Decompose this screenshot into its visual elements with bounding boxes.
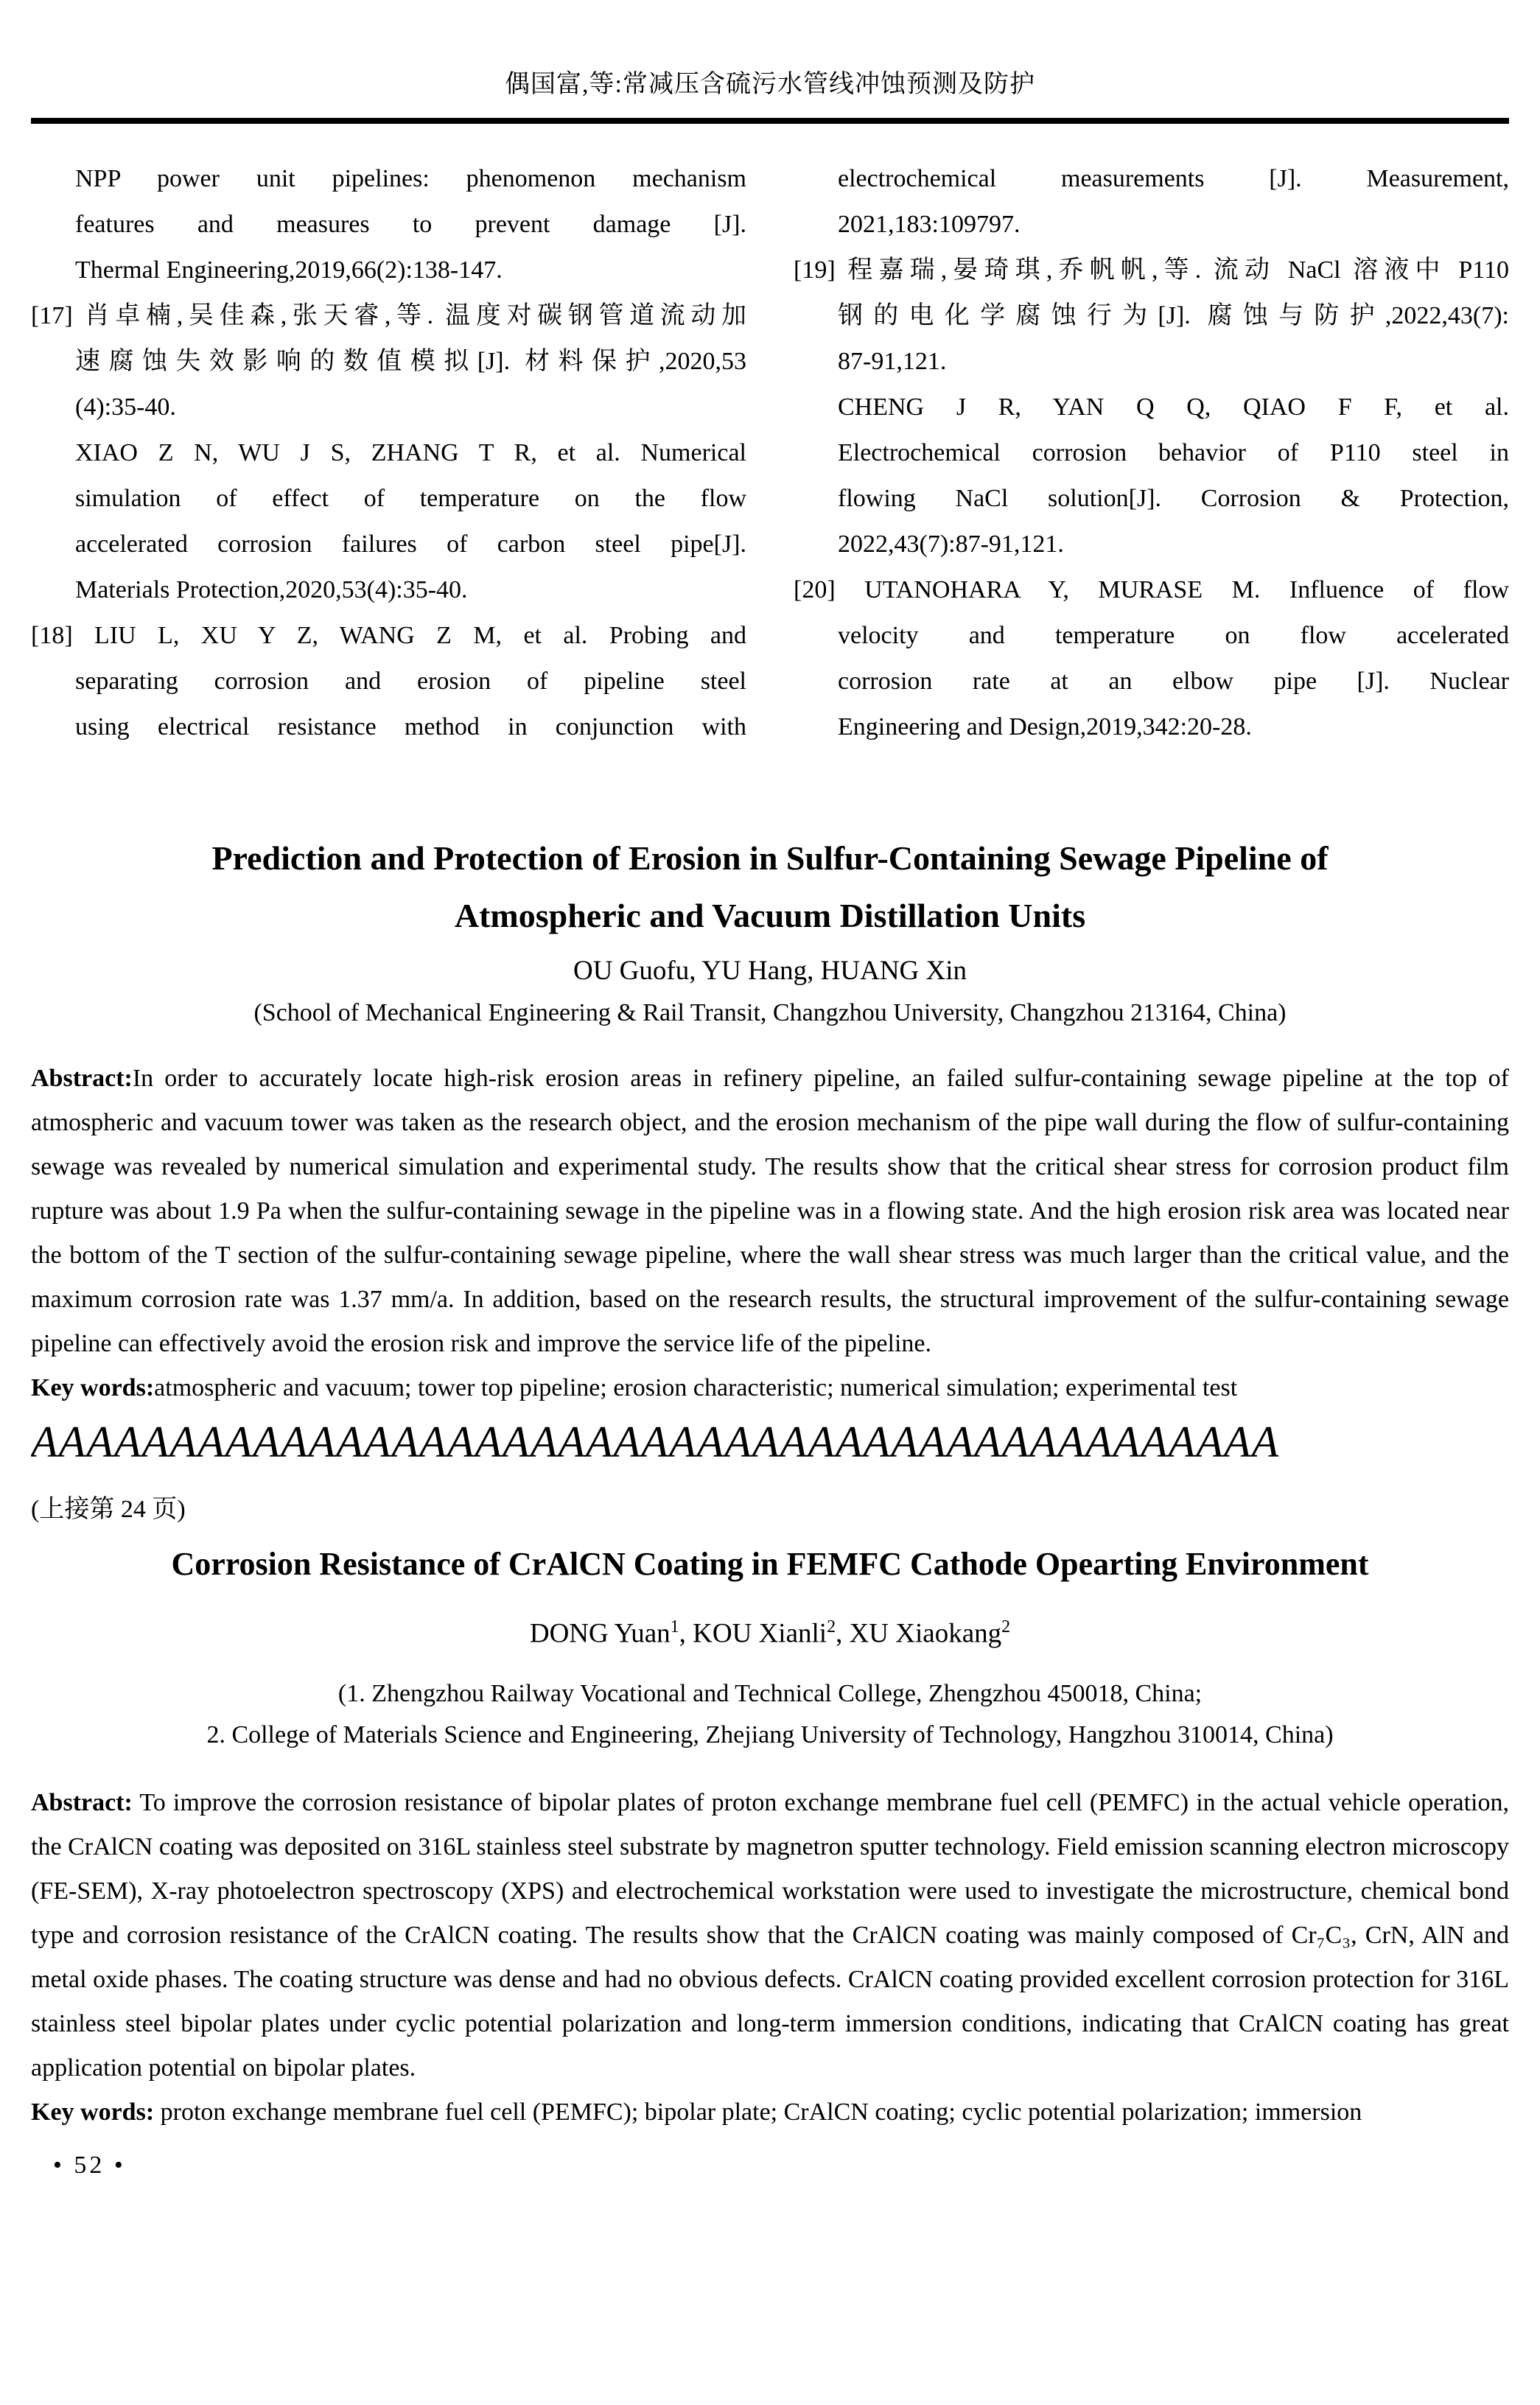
article1-affiliation: (School of Mechanical Engineering & Rail Transit, Changzhou University, Changzhou 213164, China) <box>253 999 1287 1026</box>
article2-affiliation-line1: (1. Zhengzhou Railway Vocational and Technical College, Zhengzhou 450018, China; <box>337 1680 1203 1708</box>
reference-number: [17] <box>31 302 73 329</box>
keywords-label: Key words: <box>31 2098 155 2126</box>
reference-line: Thermal Engineering,2019,66(2):138-147. <box>75 256 503 284</box>
article2-abstract <box>31 1781 1509 2090</box>
article1-title-line2: Atmospheric and Vacuum Distillation Units <box>454 897 1086 934</box>
article2-title: Corrosion Resistance of CrAlCN Coating in FEMFC Cathode Opearting Environment <box>171 1546 1369 1582</box>
article1-title-line1: Prediction and Protection of Erosion in Sulfur-Containing Sewage Pipeline of <box>211 839 1329 877</box>
reference-line: [17] 肖卓楠,吴佳森,张天睿,等. 温度对碳钢管道流动加 <box>31 302 746 329</box>
page-number: • 52 • <box>53 2152 126 2180</box>
reference-line: NPP power unit pipelines: phenomenon mechanism <box>75 165 746 192</box>
abstract-label: Abstract: <box>31 1065 133 1092</box>
reference-line: [18] LIU L, XU Y Z, WANG Z M, et al. Probing and <box>31 622 746 649</box>
article2-abstract-text: To improve the corrosion resistance of bipolar plates of proton exchange membrane fuel cell (PEMFC) in the actual vehicle operation, the CrAlCN coating was deposited on 316L stainless steel substrate by magnetron sputter technology. Field emission scanning electron microscopy (FE-SEM), X-ray photoelectron spectroscopy (XPS) and electrochemical workstation were used to investigate the microstructure, chemical bond type and corrosion resistance of the CrAlCN coating. The results show that the CrAlCN coating was mainly composed of Cr₇C₃, CrN, AlN and metal oxide phases. The coating structure was dense and had no obvious defects. CrAlCN coating provided excellent corrosion protection for 316L stainless steel bipolar plates under cyclic potential polarization and long-term immersion conditions, indicating that CrAlCN coating has great application potential on bipolar plates. <box>31 1789 1509 2082</box>
author-superscript: 2 <box>827 1617 836 1636</box>
article1-section <box>31 830 1509 1410</box>
reference-line: flowing NaCl solution[J]. Corrosion & Protection, <box>838 485 1509 512</box>
reference-line: XIAO Z N, WU J S, ZHANG T R, et al. Numerical <box>75 439 746 466</box>
article1-authors: OU Guofu, YU Hang, HUANG Xin <box>573 956 967 986</box>
author-name: DONG Yuan <box>529 1618 671 1649</box>
running-header: 偶国富,等:常减压含硫污水管线冲蚀预测及防护 <box>505 71 1035 98</box>
reference-column-left <box>31 156 746 750</box>
article2-affiliation-line2: 2. College of Materials Science and Engineering, Zhejiang University of Technology, Hangzhou 310014, China) <box>206 1721 1334 1749</box>
article2-section <box>31 1538 1509 2135</box>
reference-number: [18] <box>31 622 73 649</box>
reference-line: [19] 程嘉瑞,晏琦琪,乔帆帆,等. 流动 NaCl 溶液中 P110 <box>794 256 1509 284</box>
reference-line: velocity and temperature on flow accelerated <box>838 622 1509 649</box>
reference-line: features and measures to prevent damage [J]. <box>75 211 746 238</box>
reference-line: Electrochemical corrosion behavior of P110 steel in <box>838 439 1509 466</box>
reference-line: electrochemical measurements [J]. Measurement, <box>838 165 1509 192</box>
references-section <box>31 156 1509 750</box>
article1-title <box>31 830 1509 945</box>
author-superscript: 1 <box>670 1617 679 1636</box>
article1-keywords-text: atmospheric and vacuum; tower top pipeline; erosion characteristic; numerical simulation; experimental test <box>154 1374 1238 1401</box>
author-name: KOU Xianli <box>693 1618 827 1649</box>
reference-line: (4):35-40. <box>75 393 176 421</box>
author-superscript: 2 <box>1001 1617 1011 1636</box>
abstract-label: Abstract: <box>31 1789 133 1817</box>
article1-keywords <box>31 1366 1509 1410</box>
header-rule <box>31 118 1509 124</box>
reference-line: [20] UTANOHARA Y, MURASE M. Influence of flow <box>794 576 1509 603</box>
journal-page <box>0 69 1540 2182</box>
reference-line: 速腐蚀失效影响的数值模拟[J]. 材料保护,2020,53 <box>75 348 746 375</box>
reference-line: using electrical resistance method in conjunction with <box>75 713 746 741</box>
reference-line: corrosion rate at an elbow pipe [J]. Nuclear <box>838 668 1509 695</box>
article2-keywords <box>31 2090 1509 2135</box>
reference-line: 钢的电化学腐蚀行为[J]. 腐蚀与防护,2022,43(7): <box>838 302 1509 329</box>
reference-line: 2021,183:109797. <box>838 211 1021 238</box>
article2-keywords-text: proton exchange membrane fuel cell (PEMFC); bipolar plate; CrAlCN coating; cyclic potential polarization; immersion <box>154 2098 1362 2126</box>
reference-line: 2022,43(7):87-91,121. <box>838 531 1064 558</box>
reference-line: separating corrosion and erosion of pipeline steel <box>75 668 746 695</box>
reference-line: CHENG J R, YAN Q Q, QIAO F F, et al. <box>838 393 1509 421</box>
article1-abstract <box>31 1057 1509 1366</box>
author-separator: , <box>679 1618 693 1649</box>
author-name: XU Xiaokang <box>849 1618 1002 1649</box>
reference-line: simulation of effect of temperature on the flow <box>75 485 746 512</box>
author-separator: , <box>836 1618 850 1649</box>
keywords-label: Key words: <box>31 1374 155 1401</box>
article1-abstract-text: In order to accurately locate high-risk erosion areas in refinery pipeline, an failed sulfur-containing sewage pipeline at the top of atmospheric and vacuum tower was taken as the research object, and the erosion mechanism of the pipe wall during the flow of sulfur-containing sewage was revealed by numerical simulation and experimental study. The results show that the critical shear stress for corrosion product film rupture was about 1.9 Pa when the sulfur-containing sewage in the pipeline was in a flowing state. And the high erosion risk area was located near the bottom of the T section of the sulfur-containing sewage pipeline, where the wall shear stress was much larger than the critical value, and the maximum corrosion rate was 1.37 mm/a. In addition, based on the research results, the structural improvement of the sulfur-containing sewage pipeline can effectively avoid the erosion risk and improve the service life of the pipeline. <box>31 1065 1509 1357</box>
reference-line: 87-91,121. <box>838 348 947 375</box>
reference-line: Engineering and Design,2019,342:20-28. <box>838 713 1252 741</box>
reference-number: [20] <box>794 576 836 603</box>
reference-number: [19] <box>794 256 836 284</box>
continuation-note: (上接第 24 页) <box>31 1496 186 1523</box>
decorative-wave-divider: AAAAAAAAAAAAAAAAAAAAAAAAAAAAAAAAAAAAAAAAAAAAA <box>31 1421 1280 1463</box>
reference-column-right <box>794 156 1509 750</box>
article2-authors <box>31 1608 1509 1653</box>
reference-line: Materials Protection,2020,53(4):35-40. <box>75 576 468 603</box>
reference-line: accelerated corrosion failures of carbon steel pipe[J]. <box>75 531 746 558</box>
